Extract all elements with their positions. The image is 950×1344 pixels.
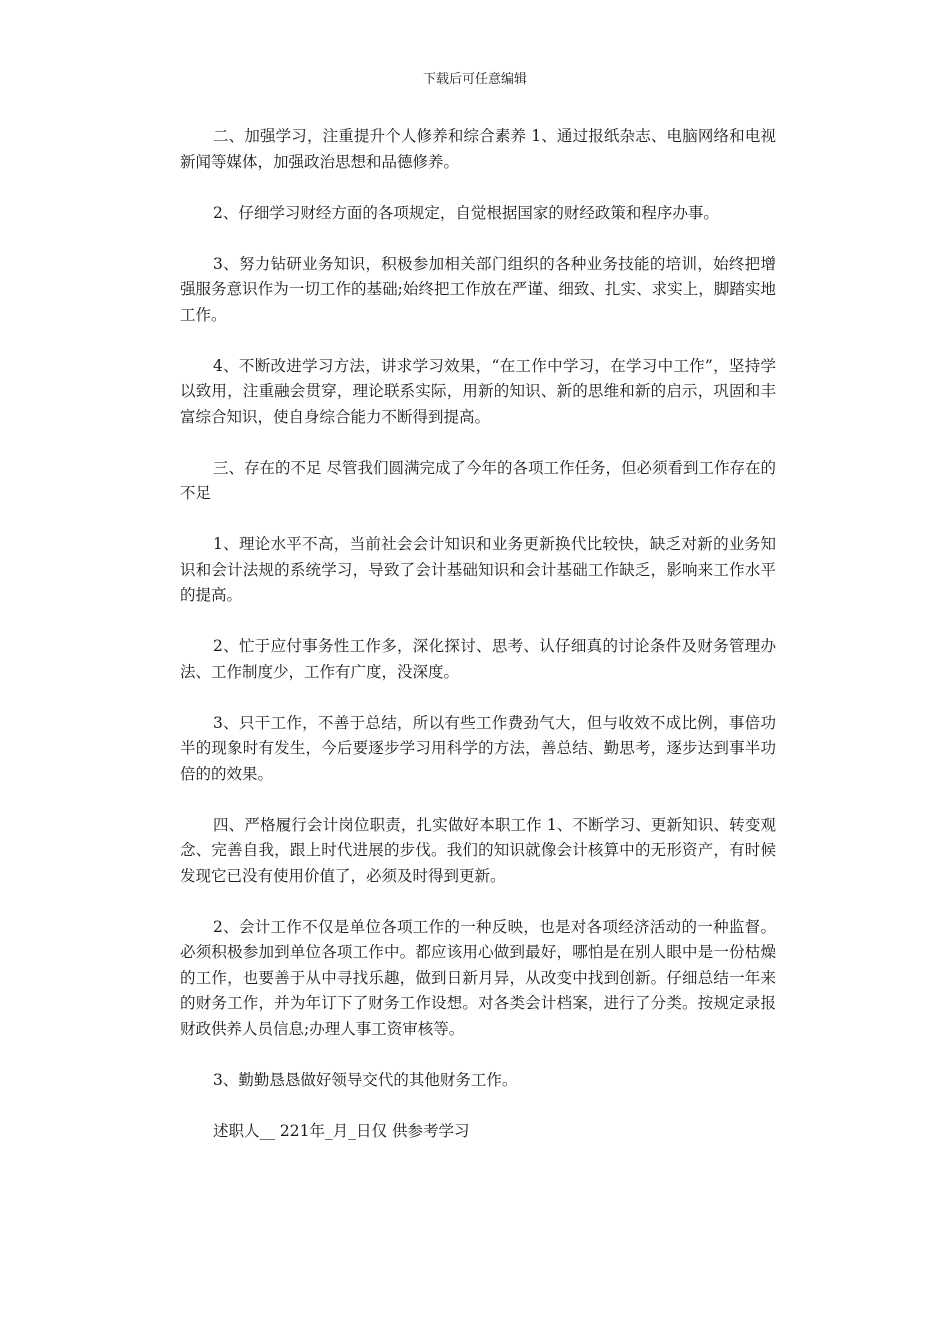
paragraph-study-regulations: 2、仔细学习财经方面的各项规定，自觉根据国家的财经政策和程序办事。 <box>213 203 719 222</box>
paragraph-shortcoming-theory: 1、理论水平不高，当前社会会计知识和业务更新换代比较快，缺乏对新的业务知识和会计法规的系统学习，导致了会计基础知识和会计基础工作缺乏，影响来工作水平的提高。 <box>180 535 776 604</box>
paragraph-signature-line: 述职人__ 221年_月_日仅 供参考学习 <box>213 1121 470 1140</box>
paragraph-shortcoming-summary: 3、只干工作，不善于总结，所以有些工作费劲气大，但与收效不成比例，事倍功半的现象时有发生，今后要逐步学习用科学的方法，善总结、勤思考，逐步达到事半功倍的的效果。 <box>180 713 776 783</box>
paragraph-study-methods: 4、不断改进学习方法，讲求学习效果，“在工作中学习，在学习中工作”，坚持学以致用，注重融会贯穿，理论联系实际，用新的知识、新的思维和新的启示，巩固和丰富综合知识，使自身综合能力不断得到提高。 <box>180 356 776 426</box>
page-header-note: 下载后可任意编辑 <box>422 72 527 87</box>
paragraph-shortcoming-routine: 2、忙于应付事务性工作多，深化探讨、思考、认仔细真的讨论条件及财务管理办法、工作制度少，工作有广度，没深度。 <box>180 637 776 681</box>
paragraph-other-tasks: 3、勤勤恳恳做好领导交代的其他财务工作。 <box>213 1070 518 1089</box>
paragraph-study-business: 3、努力钻研业务知识，积极参加相关部门组织的各种业务技能的培训，始终把增强服务意识作为一切工作的基础;始终把工作放在严谨、细致、扎实、求实上，脚踏实地工作。 <box>180 254 776 324</box>
document-body <box>180 124 776 1170</box>
paragraph-accounting-work: 2、会计工作不仅是单位各项工作的一种反映，也是对各项经济活动的一种监督。必须积极参加到单位各项工作中。都应该用心做到最好，哪怕是在别人眼中是一份枯燥的工作，也要善于从中寻找乐趣，做到日新月异，从改变中找到创新。仔细总结一年来的财务工作，并为年订下了财务工作设想。对各类会计档案，进行了分类。按规定录报财政供养人员信息;办理人事工资审核等。 <box>180 917 776 1038</box>
paragraph-section-four: 四、严格履行会计岗位职责，扎实做好本职工作 1、不断学习、更新知识、转变观念、完善自我，跟上时代进展的步伐。我们的知识就像会计核算中的无形资产，有时候发现它已没有使用价值了，必须及时得到更新。 <box>180 815 776 885</box>
paragraph-section-two: 二、加强学习，注重提升个人修养和综合素养 1、通过报纸杂志、电脑网络和电视新闻等媒体，加强政治思想和品德修养。 <box>180 127 776 171</box>
paragraph-section-three: 三、存在的不足 尽管我们圆满完成了今年的各项工作任务，但必须看到工作存在的不足 <box>180 458 776 502</box>
